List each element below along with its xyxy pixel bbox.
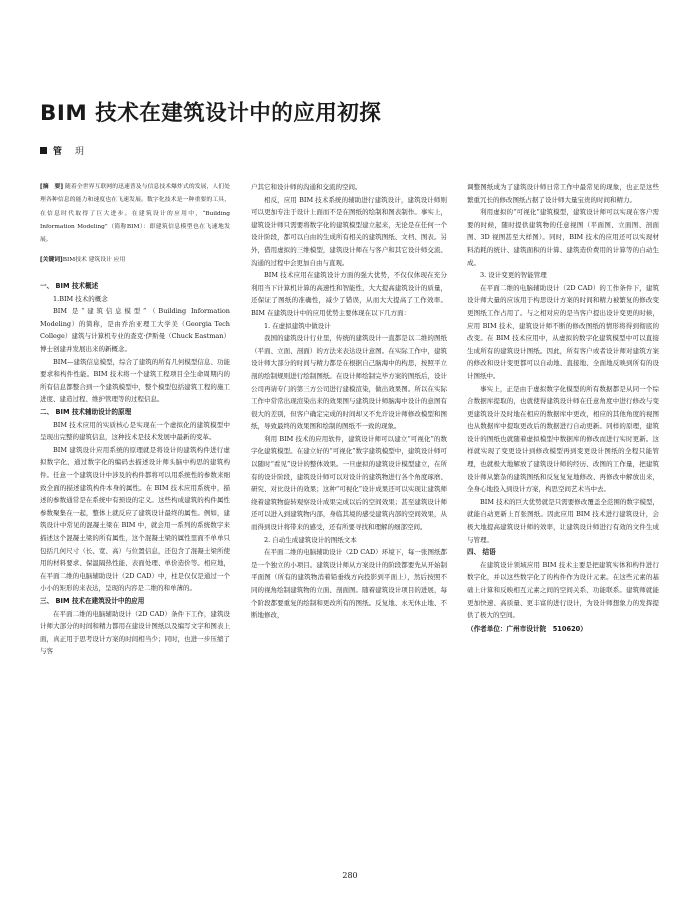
body-paragraph: BIM 技术的巨大优势就是只需要修改覆盖全范围的数字模型，就能自动更新上百张图纸。因此应用 BIM 技术进行建筑设计，会极大地提高建筑设计师的效率，让建筑设计师进行有效的文件生成与管理。 [467,497,659,544]
section-heading: 四、 结语 [467,548,496,557]
body-paragraph: 在平面二维的电脑辅助设计（2D CAD）条件下工作，建筑设计师大部分的时间和精力都用在建设计图纸以及编写文字和图表上面，真正用于思考设计方案的时间相当少；同时，也进一步压缩了与客 [40,609,230,656]
column-1 [40,181,230,658]
subsection-heading: 3. 设计变更的智能管理 [480,271,547,280]
section-heading: 一、 BIM 技术概述 [40,282,99,291]
body-paragraph: 在平面二维的电脑辅助设计（2D CAD）环境下，每一张图纸都是一个独立的小项目。建筑设计师从方案设计的阶段都要先从开始制平面图（所有的建筑物消着铅垂线方向投影到平面上），然后按照不同的视角绘制建筑物的立面、剖面图。随着建筑设计项目的进展，每个阶段都要重复的绘制和更改所有的图纸。反复地、永无休止地、不断地修改， [251,548,447,620]
body-paragraph: BIM 是“建筑信息模型”（Building Information Modeling）的简称，是由乔治亚理工大学美（Georgia Tech College）建筑与计算机专业的查克·伊斯曼（Chuck Eastman）博士创建并发展出来的新概念。 [40,307,230,354]
column-3-body [467,181,659,635]
body-paragraph: BIM 技术应用在建筑设计方面的强大优势，不仅仅体现在充分利用当下计算机计算的高速性和智能性，大大提高建筑设计的质量，还保证了图纸的准确性，减少了错误，从而大大提高了工作效率。BIM 在建筑设计中的应用优势主要体现在以下几方面： [251,271,447,317]
author-affiliation: （作者单位：广州市设计院 510620） [467,624,587,633]
body-paragraph: BIM 建筑设计应用系统的原理就是将设计的建筑构件进行虚拟数字化，通过数字化的编码去描述设计师头脑中构思的建筑构件。任意一个建筑设计中涉及的构件都将可以用系统性的参数来细致全面的描述建筑构件本身的属性。在 BIM 技术应用系统中，描述的参数通常是在系统中有预设的定义。这些构成建筑的构件属性参数聚集在一起，整体上就反应了建筑设计最终的属性。例如，建筑设计中常见的混凝土梁在 BIM 中，就会用一系列的系统数字来描述这个混凝土梁的所有属性，这个混凝土梁的属性里面不单单只包括几何尺寸（长、宽、高）与位置信息，还包含了混凝土梁所使用的材料要求、保温隔热性能、表面处理、单价造价等。相应地，在平面二维的电脑辅助设计（2D CAD）中，柱是仅仅是通过一个小小的矩形的来表达，呈现的内容是二维的和单薄的。 [40,445,230,593]
section-heading: 三、 BIM 技术在建筑设计中的应用 [40,596,145,605]
body-paragraph: 利用 BIM 技术的应用软件，建筑设计师可以建立“可视化”的数字化建筑模型。在建立好的“可视化”数字建筑模型中，建筑设计师可以随时“看见”设计的整体效果。一旦虚拟的建筑设计模型建立，在所有的设计阶段，建筑设计师可以对设计的建筑物进行各个角度琢磨、研究、对比设计的效果；这种“可视化”设计成果还可以实现让建筑师绕着建筑物旋转观察设计成果完成以后的空间效果；甚至建筑设计师还可以进入到建筑物内部，身临其境的感受建筑内部的空间效果，从而得到设计将带来的感受，还有所要寻找和理解的细部空间。 [251,434,447,532]
body-paragraph: 我国的建筑设计行业里，传统的建筑设计一直都是以二维的图纸（平面、立面、剖面）的方法来表达设计意图。在实际工作中，建筑设计师大部分的时间与精力都是在根据自己脑海中的构思，按照平立剖的绘制规则进行绘制图纸。在设计师绘制完毕方案的图纸后，设计公司再请专门的第三方公司进行建模渲染，做出效果图。所以在实际工作中常常出现渲染出来的效果图与建筑设计师脑海中设计的意图有很大的差别，但客户确定完成的时间却又不允许设计师修改模型和图纸，导致最终的效果图和绘制的图纸不一致的现象。 [251,334,447,431]
body-paragraph: 相反，应用 BIM 技术系统的辅助进行建筑设计，建筑设计师则可以更加专注于设计上面而不是在图纸的绘制和图表制作。事实上，建筑设计师只需要将数字化的建筑模型建立起来，无论是在任何一个设计阶段，都可以自由的生成所有相关的建筑图纸、文档、图表。另外，借用虚拟的三维模型，建筑设计师在与客户和其它设计师交流、沟通的过程中会更加自由与直观。 [251,195,447,267]
abstract-tag: [摘 要] [40,184,64,190]
column-2 [251,181,447,622]
column-2-body [251,181,447,622]
keywords-tag: [关键词] [40,257,63,264]
paper-title: BIM 技术在建筑设计中的应用初探 [40,101,382,126]
author-given-name: 玥 [75,147,86,157]
keywords [40,254,230,267]
subsection-heading: 1.BIM 技术的概念 [53,294,108,303]
abstract-text: 随着全世界互联网的迅速普及与信息技术爆炸式的发展，人们处理各种信息的能力和速度也在飞速发展。数字化技术是一种重要的工具，在信息时代取得了巨大进步。在建筑设计的应用中，“Building Information Modeling”（简称BIM）：即建筑信息模型也在飞速地发展。 [40,184,230,244]
abstract [40,181,230,247]
body-paragraph: 调整图纸成为了建筑设计师日常工作中最常见的现象，也正是这些繁重冗长的修改图纸占据了设计师大量宝贵的时间和精力。 [467,183,659,204]
column-3 [467,181,659,635]
section-heading: 二、 BIM 技术辅助设计的原理 [40,408,132,417]
keywords-text: BIM技术 建筑设计 应用 [62,257,126,264]
column-1-body [40,280,230,658]
subsection-heading: 2. 自动生成建筑设计的图纸文本 [264,535,357,544]
body-paragraph: 利用虚拟的“可视化”建筑模型，建筑设计师可以实现在客户需要的时候，随时提供建筑物的任意视图（平面图、立面图、剖面图、3D 视图甚至大样图）。同时，BIM 技术的应用还可以实现材料消耗的统计、建筑面积的计算、建筑造价费用的计算等的自动生成。 [467,208,659,267]
page-number: 280 [342,871,358,880]
body-paragraph: 事实上，正是由于虚拟数字化模型的所有数据都是从同一个综合数据库提取的，也就使得建筑设计师在任意角度中进行修改与变更建筑设计及时地在相应的数据库中更改，相应的其他角度的视图也从数据库中提取更改后的数据进行自动更新。同样的原理，建筑设计的图纸也就随着虚拟模型中数据库的修改而进行实时更新。这样就实现了变更设计到修改模型再到变更设计图纸的全程只能管理，也就极大地解放了建筑设计师的经历、改图的工作量，把建筑设计师从繁杂的建筑图纸和反复复复地修改、再修改中解放出来，全身心地投入到设计方案，构思空间艺术当中去。 [467,384,659,494]
square-bullet-icon [40,147,47,154]
body-paragraph: BIM—建筑信息模型，综合了建筑的所有几何模型信息、功能要求和构件性能。BIM 技术将一个建筑工程项目全生命周期内的所有信息都整合到一个建筑模型中，整个模型包括建筑工程的施工进度、建造过程、维护管理等的过程信息。 [40,357,230,404]
subsection-heading: 1. 在虚拟建筑中做设计 [264,321,331,330]
body-paragraph: 在建筑设计领域应用 BIM 技术主要是把建筑实体和构件进行数字化，并以这些数字化了的构件作为设计元素。在这些元素的基础上计算和反映相互元素之间的空间关系、功能联系。建筑师就能更加快速、高质量、更丰富的进行设计，为设计师想象力的发挥提供了极大的空间。 [467,560,659,620]
author-line [40,144,85,157]
body-paragraph: BIM 技术应用的实质核心是实现在一个虚拟化的建筑模型中呈现出完整的建筑信息，这种技术是技术发展中最新的变革。 [40,420,230,442]
body-paragraph: 户其它和设计师的沟通和交流的空间。 [251,183,362,191]
body-paragraph: 在平面二维的电脑辅助设计（2D CAD）的工作条件下，建筑设计师大量的应该用于构思设计方案的时间和精力被繁复的修改变更图纸工作占用了。与之相对应的是当客户提出设计变更的时候，应用 BIM 技术，建筑设计师不断的修改图纸的情形将得到彻底的改变。在 BIM 技术应用中，从虚拟的数字化建筑模型中可以直接生成所有的建筑设计图纸。因此，所有客户或者设计师对建筑方案的修改和设计变更都可以自动地、直接地、全面地反映到所有的设计图纸中。 [467,283,659,380]
author-surname: 管 [53,147,64,157]
